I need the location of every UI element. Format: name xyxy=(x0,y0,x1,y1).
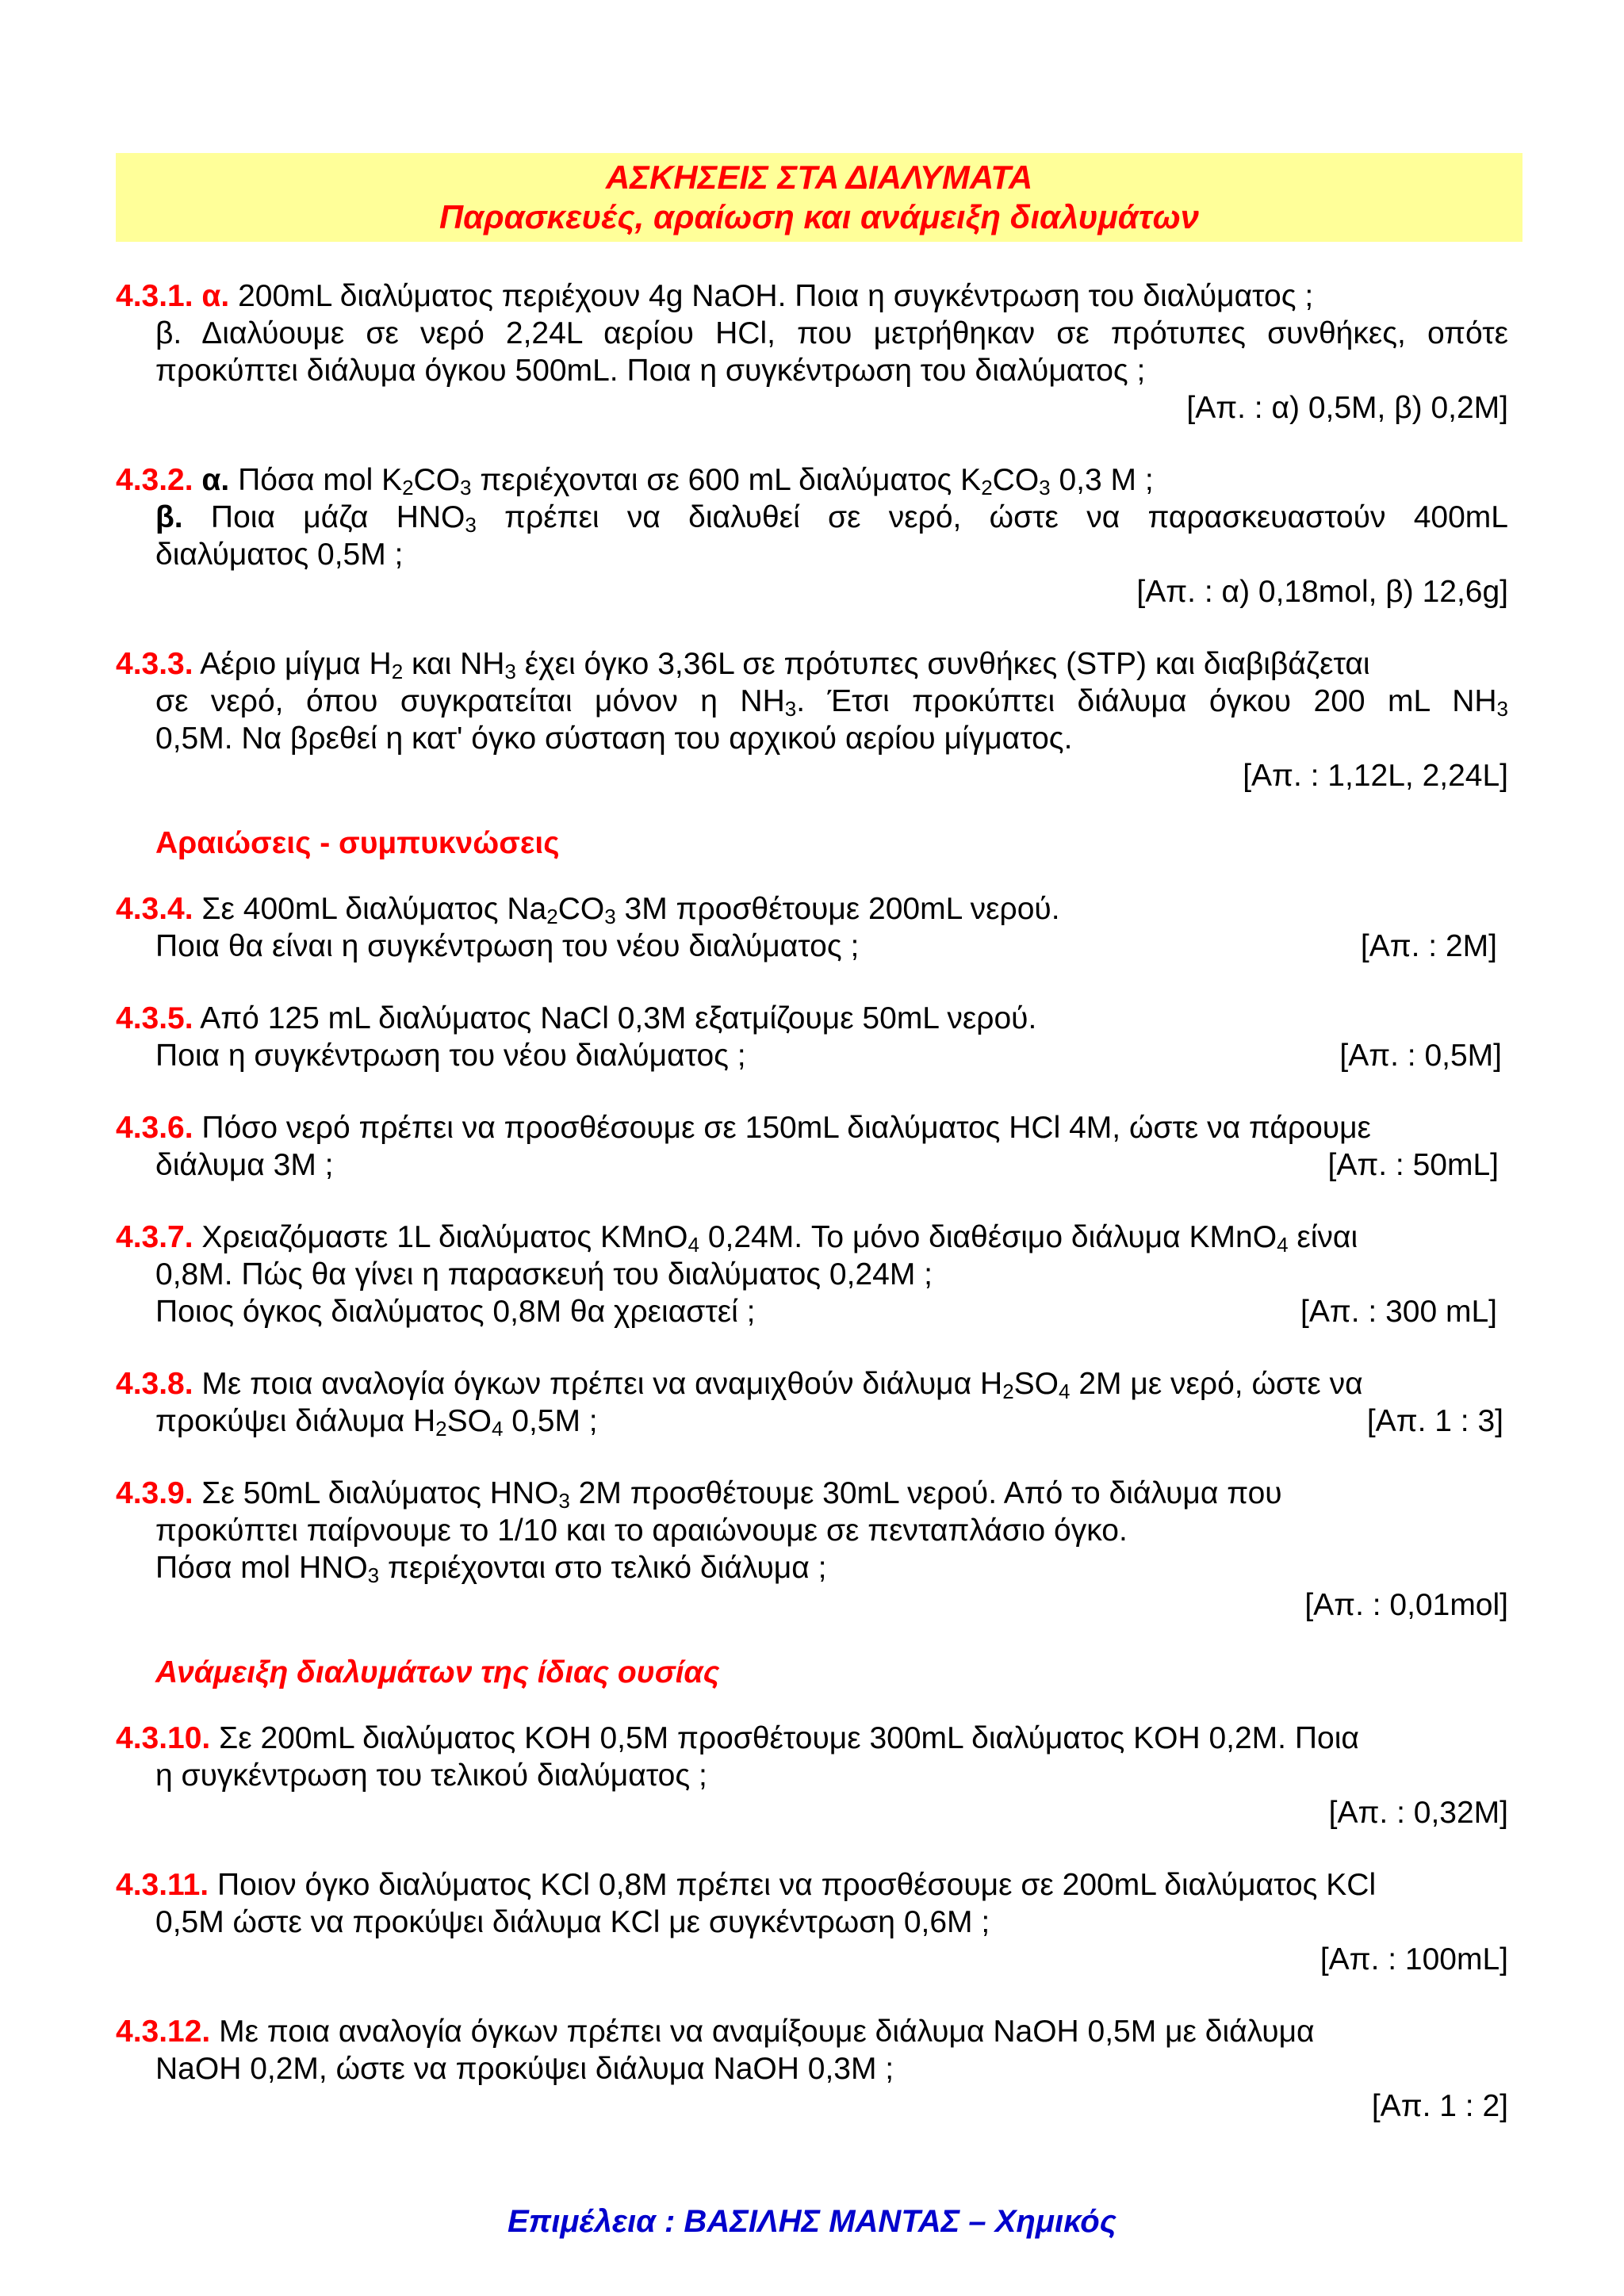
answer: [Απ. 1 : 3] xyxy=(1366,1404,1503,1438)
exercise-text: β. Διαλύουμε σε νερό 2,24L αερίου HCl, που μετρήθηκαν σε πρότυπες συνθήκες, οπότε xyxy=(155,316,1508,350)
exercise-4-3-1 xyxy=(116,277,1508,427)
author-footer: Επιμέλεια : ΒΑΣΙΛΗΣ ΜΑΝΤΑΣ – Χημικός xyxy=(508,2204,1116,2239)
exercise-list xyxy=(116,277,1508,2160)
exercise-4-3-4: 4.3.4. Σε 400mL διαλύματος $Na_2CO_3$ 3M προσθέτουμε 200mL νερού. Ποια θα είναι η συγκέντρωση του νέου διαλύματος ; [Απ. : 2M] xyxy=(116,892,1497,963)
exercise-number: 4.3.1. xyxy=(116,279,193,313)
exercise-4-3-3: 4.3.3. Αέριο μίγμα $H_2$ και $NH_3$ έχει όγκο 3,36L σε πρότυπες συνθήκες (STP) και διαβιβάζεται σε νερό, όπου συγκρατείται μόνον η $NH_3$. Έτσι προκύπτει διάλυμα όγκου 200 mL $NH_3$ 0,5M. Να βρεθεί η κατ' όγκο σύσταση του αρχικού αερίου μίγματος. [Απ. : 1,12L, 2,24L] xyxy=(116,647,1508,793)
exercise-text: Ποια θα είναι η συγκέντρωση του νέου διαλύματος ; xyxy=(155,929,860,963)
exercise-number: 4.3.2. xyxy=(116,463,193,497)
answer: [Απ. : 50mL] xyxy=(1327,1148,1499,1182)
exercise-text: 200mL διαλύματος περιέχουν 4g NaOH. Ποια η συγκέντρωση του διαλύματος ; xyxy=(238,279,1314,313)
page-subtitle: Παρασκευές, αραίωση και ανάμειξη διαλυμάτων xyxy=(439,198,1200,235)
exercise-number: 4.3.8. xyxy=(116,1367,193,1401)
answer: [Απ. : 300 mL] xyxy=(1300,1295,1497,1329)
exercise-text: Με ποια αναλογία όγκων πρέπει να αναμίξουμε διάλυμα NaOH 0,5M με διάλυμα xyxy=(219,2015,1315,2049)
page-title: ΑΣΚΗΣΕΙΣ ΣΤΑ ΔΙΑΛΥΜΑΤΑ xyxy=(605,159,1033,196)
exercise-4-3-8: 4.3.8. Με ποια αναλογία όγκων πρέπει να αναμιχθούν διάλυμα $H_2SO_4$ 2M με νερό, ώστε να προκύψει διάλυμα $H_2SO_4$ 0,5M ; [Απ. 1 : 3] xyxy=(116,1367,1503,1441)
answer: [Απ. : 0,5M] xyxy=(1339,1039,1502,1073)
exercise-text: Ποια η συγκέντρωση του νέου διαλύματος ; xyxy=(155,1039,746,1073)
answer: [Απ. : 0,32M] xyxy=(1328,1796,1508,1830)
answer: [Απ. 1 : 2] xyxy=(1371,2089,1508,2123)
exercise-text: Ποιον όγκο διαλύματος KCl 0,8M πρέπει να προσθέσουμε σε 200mL διαλύματος KCl xyxy=(216,1868,1377,1902)
part-label: β. xyxy=(155,500,183,534)
answer: [Απ. : α) 0,5Μ, β) 0,2Μ] xyxy=(1186,391,1508,425)
exercise-4-3-9: 4.3.9. Σε 50mL διαλύματος $HNO_3$ 2M προσθέτουμε 30mL νερού. Από το διάλυμα που προκύπτει παίρνουμε το 1/10 και το αραιώνουμε σε πενταπλάσιο όγκο. Πόσα mol $HNO_3$ περιέχονται στο τελικό διάλυμα ; [Απ. : 0,01mol] xyxy=(116,1476,1508,1622)
exercise-text: 0,5M. Να βρεθεί η κατ' όγκο σύσταση του αρχικού αερίου μίγματος. xyxy=(155,721,1073,756)
exercise-number: 4.3.9. xyxy=(116,1476,193,1510)
exercise-4-3-5 xyxy=(116,1000,1508,1074)
answer: [Απ. : 2M] xyxy=(1360,929,1497,963)
exercise-text: προκύπτει παίρνουμε το 1/10 και το αραιώνουμε σε πενταπλάσιο όγκο. xyxy=(155,1513,1128,1548)
exercise-text: Σε 200mL διαλύματος KOH 0,5M προσθέτουμε 300mL διαλύματος KOH 0,2M. Ποια xyxy=(219,1721,1359,1755)
exercise-number: 4.3.7. xyxy=(116,1220,193,1254)
section-heading-dilutions: Αραιώσεις - συμπυκνώσεις xyxy=(155,826,560,860)
answer: [Απ. : 1,12L, 2,24L] xyxy=(1243,759,1508,793)
part-label: α. xyxy=(201,463,230,497)
exercise-text: Από 125 mL διαλύματος NaCl 0,3M εξατμίζουμε 50mL νερού. xyxy=(200,1001,1037,1035)
answer: [Απ. : 0,01mol] xyxy=(1304,1588,1508,1622)
exercise-number: 4.3.3. xyxy=(116,647,193,681)
exercise-text: προκύπτει διάλυμα όγκου 500mL. Ποια η συγκέντρωση του διαλύματος ; xyxy=(155,354,1146,388)
exercise-number: 4.3.4. xyxy=(116,892,193,926)
exercise-number: 4.3.12. xyxy=(116,2015,211,2049)
exercise-4-3-2: 4.3.2. α. Πόσα mol $K_2CO_3$ περιέχονται σε 600 mL διαλύματος $K_2CO_3$ 0,3 M ; β. Ποια μάζα $HNO_3$ πρέπει να διαλυθεί σε νερό, ώστε να παρασκευαστούν 400mL διαλύματος 0,5Μ ; [Απ. : α) 0,18mol, β) 12,6g] xyxy=(116,463,1508,609)
exercise-number: 4.3.10. xyxy=(116,1721,211,1755)
exercise-text: Πόσο νερό πρέπει να προσθέσουμε σε 150mL διαλύματος HCl 4M, ώστε να πάρουμε xyxy=(201,1111,1371,1145)
answer: [Απ. : α) 0,18mol, β) 12,6g] xyxy=(1136,575,1508,609)
exercise-4-3-10 xyxy=(116,1720,1508,1831)
title-banner xyxy=(116,153,1522,242)
exercise-text: NaOH 0,2M, ώστε να προκύψει διάλυμα NaOH 0,3M ; xyxy=(155,2052,894,2086)
section-heading-mixing: Ανάμειξη διαλυμάτων της ίδιας ουσίας xyxy=(155,1655,720,1689)
exercise-number: 4.3.6. xyxy=(116,1111,193,1145)
exercise-4-3-12 xyxy=(116,2013,1508,2125)
exercise-4-3-6 xyxy=(116,1109,1508,1184)
exercise-text: 0,8M. Πώς θα γίνει η παρασκευή του διαλύματος 0,24M ; xyxy=(155,1257,933,1292)
exercise-4-3-7: 4.3.7. Χρειαζόμαστε 1L διαλύματος KMnO$_4$ 0,24M. Το μόνο διαθέσιμο διάλυμα KMnO$_4$ είναι 0,8M. Πώς θα γίνει η παρασκευή του διαλύματος 0,24M ; Ποιος όγκος διαλύματος 0,8Μ θα χρειαστεί ; [Απ. : 300 mL] xyxy=(116,1219,1508,1330)
exercise-text: η συγκέντρωση του τελικού διαλύματος ; xyxy=(155,1758,707,1793)
exercise-4-3-11 xyxy=(116,1866,1508,1978)
part-label: α. xyxy=(201,279,230,313)
answer: [Απ. : 100mL] xyxy=(1320,1942,1508,1976)
exercise-number: 4.3.5. xyxy=(116,1001,193,1035)
exercise-number: 4.3.11. xyxy=(116,1868,209,1902)
exercise-text: Ποιος όγκος διαλύματος 0,8Μ θα χρειαστεί ; xyxy=(155,1295,756,1329)
exercise-text: διάλυμα 3M ; xyxy=(155,1148,334,1182)
exercise-text: διαλύματος 0,5Μ ; xyxy=(155,538,404,572)
exercise-text: 0,5M ώστε να προκύψει διάλυμα KCl με συγκέντρωση 0,6M ; xyxy=(155,1905,990,1939)
